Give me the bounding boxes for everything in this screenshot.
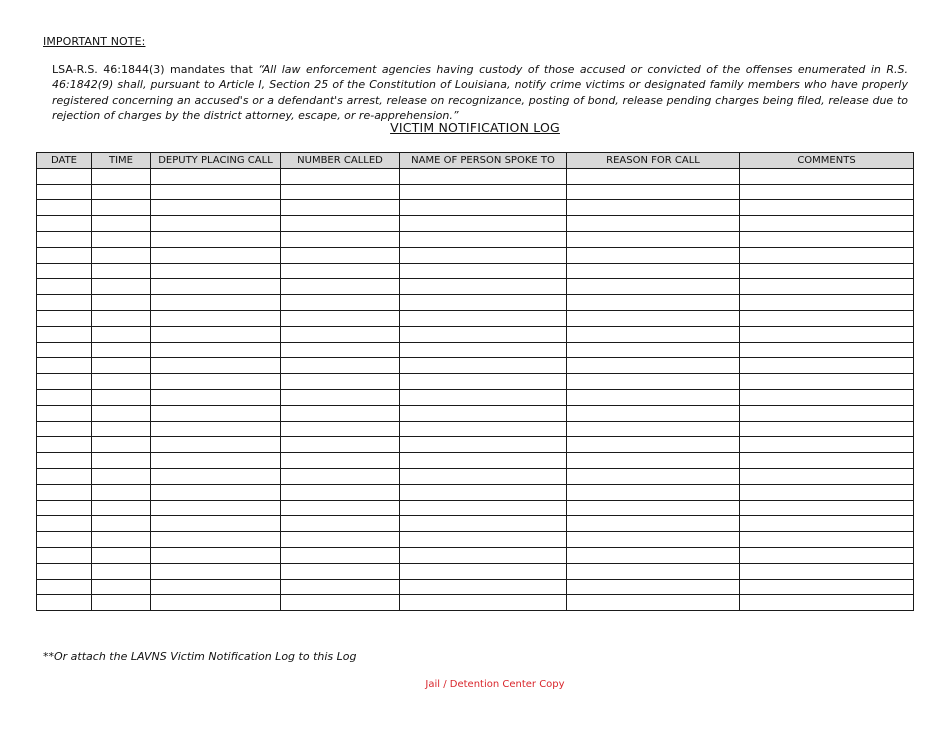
cell-reason-for-call xyxy=(567,263,740,279)
cell-reason-for-call xyxy=(567,595,740,611)
cell-comments xyxy=(740,184,914,200)
cell-time xyxy=(92,358,151,374)
cell-reason-for-call xyxy=(567,421,740,437)
cell-number-called xyxy=(281,200,400,216)
cell-date xyxy=(37,468,92,484)
cell-date xyxy=(37,484,92,500)
cell-number-called xyxy=(281,500,400,516)
cell-deputy-placing-call xyxy=(151,231,281,247)
cell-deputy-placing-call xyxy=(151,374,281,390)
cell-deputy-placing-call xyxy=(151,500,281,516)
cell-comments xyxy=(740,231,914,247)
table-row xyxy=(37,279,914,295)
cell-name-of-person-spoke-to xyxy=(400,168,567,184)
cell-number-called xyxy=(281,263,400,279)
cell-time xyxy=(92,168,151,184)
cell-time xyxy=(92,342,151,358)
cell-deputy-placing-call xyxy=(151,184,281,200)
cell-number-called xyxy=(281,231,400,247)
cell-name-of-person-spoke-to xyxy=(400,468,567,484)
cell-reason-for-call xyxy=(567,405,740,421)
cell-comments xyxy=(740,310,914,326)
table-row xyxy=(37,295,914,311)
cell-deputy-placing-call xyxy=(151,247,281,263)
cell-date xyxy=(37,279,92,295)
cell-deputy-placing-call xyxy=(151,216,281,232)
cell-name-of-person-spoke-to xyxy=(400,595,567,611)
cell-deputy-placing-call xyxy=(151,200,281,216)
cell-name-of-person-spoke-to xyxy=(400,295,567,311)
table-row xyxy=(37,484,914,500)
cell-date xyxy=(37,184,92,200)
cell-date xyxy=(37,200,92,216)
cell-number-called xyxy=(281,374,400,390)
cell-comments xyxy=(740,200,914,216)
cell-time xyxy=(92,405,151,421)
cell-comments xyxy=(740,405,914,421)
cell-deputy-placing-call xyxy=(151,532,281,548)
cell-comments xyxy=(740,279,914,295)
cell-reason-for-call xyxy=(567,184,740,200)
cell-comments xyxy=(740,579,914,595)
cell-number-called xyxy=(281,389,400,405)
cell-date xyxy=(37,547,92,563)
cell-deputy-placing-call xyxy=(151,263,281,279)
cell-time xyxy=(92,579,151,595)
cell-number-called xyxy=(281,484,400,500)
cell-time xyxy=(92,595,151,611)
cell-comments xyxy=(740,500,914,516)
cell-reason-for-call xyxy=(567,468,740,484)
cell-deputy-placing-call xyxy=(151,453,281,469)
cell-time xyxy=(92,247,151,263)
table-row xyxy=(37,358,914,374)
cell-reason-for-call xyxy=(567,342,740,358)
cell-comments xyxy=(740,263,914,279)
cell-comments xyxy=(740,168,914,184)
cell-time xyxy=(92,200,151,216)
cell-comments xyxy=(740,216,914,232)
cell-time xyxy=(92,374,151,390)
cell-number-called xyxy=(281,421,400,437)
table-row xyxy=(37,547,914,563)
cell-comments xyxy=(740,516,914,532)
cell-time xyxy=(92,279,151,295)
cell-reason-for-call xyxy=(567,295,740,311)
cell-comments xyxy=(740,389,914,405)
cell-reason-for-call xyxy=(567,374,740,390)
cell-deputy-placing-call xyxy=(151,468,281,484)
cell-deputy-placing-call xyxy=(151,279,281,295)
cell-date xyxy=(37,453,92,469)
cell-number-called xyxy=(281,532,400,548)
cell-comments xyxy=(740,342,914,358)
cell-name-of-person-spoke-to xyxy=(400,389,567,405)
cell-date xyxy=(37,563,92,579)
cell-comments xyxy=(740,374,914,390)
cell-name-of-person-spoke-to xyxy=(400,342,567,358)
cell-time xyxy=(92,532,151,548)
cell-name-of-person-spoke-to xyxy=(400,200,567,216)
cell-number-called xyxy=(281,184,400,200)
cell-number-called xyxy=(281,595,400,611)
cell-number-called xyxy=(281,168,400,184)
table-row xyxy=(37,563,914,579)
column-header-number-called: NUMBER CALLED xyxy=(281,153,400,169)
cell-date xyxy=(37,247,92,263)
cell-date xyxy=(37,342,92,358)
column-header-reason-for-call: REASON FOR CALL xyxy=(567,153,740,169)
log-header-row xyxy=(37,153,914,169)
cell-comments xyxy=(740,358,914,374)
cell-number-called xyxy=(281,405,400,421)
cell-reason-for-call xyxy=(567,563,740,579)
cell-reason-for-call xyxy=(567,358,740,374)
cell-name-of-person-spoke-to xyxy=(400,184,567,200)
cell-time xyxy=(92,484,151,500)
cell-reason-for-call xyxy=(567,532,740,548)
table-row xyxy=(37,468,914,484)
cell-date xyxy=(37,374,92,390)
cell-time xyxy=(92,500,151,516)
cell-date xyxy=(37,326,92,342)
table-row xyxy=(37,516,914,532)
cell-time xyxy=(92,231,151,247)
cell-date xyxy=(37,500,92,516)
copy-label: Jail / Detention Center Copy xyxy=(425,679,565,690)
cell-comments xyxy=(740,247,914,263)
cell-comments xyxy=(740,468,914,484)
cell-name-of-person-spoke-to xyxy=(400,563,567,579)
cell-reason-for-call xyxy=(567,168,740,184)
cell-deputy-placing-call xyxy=(151,389,281,405)
cell-comments xyxy=(740,532,914,548)
table-row xyxy=(37,310,914,326)
cell-time xyxy=(92,389,151,405)
cell-number-called xyxy=(281,547,400,563)
cell-deputy-placing-call xyxy=(151,310,281,326)
cell-name-of-person-spoke-to xyxy=(400,579,567,595)
cell-time xyxy=(92,468,151,484)
cell-date xyxy=(37,295,92,311)
cell-date xyxy=(37,595,92,611)
cell-number-called xyxy=(281,342,400,358)
cell-deputy-placing-call xyxy=(151,168,281,184)
cell-reason-for-call xyxy=(567,326,740,342)
table-row xyxy=(37,168,914,184)
cell-reason-for-call xyxy=(567,389,740,405)
cell-reason-for-call xyxy=(567,279,740,295)
table-row xyxy=(37,579,914,595)
cell-time xyxy=(92,453,151,469)
cell-name-of-person-spoke-to xyxy=(400,453,567,469)
cell-time xyxy=(92,547,151,563)
cell-name-of-person-spoke-to xyxy=(400,247,567,263)
cell-reason-for-call xyxy=(567,437,740,453)
important-note-heading: IMPORTANT NOTE: xyxy=(43,35,146,48)
cell-name-of-person-spoke-to xyxy=(400,500,567,516)
cell-deputy-placing-call xyxy=(151,358,281,374)
table-row xyxy=(37,326,914,342)
cell-name-of-person-spoke-to xyxy=(400,484,567,500)
cell-deputy-placing-call xyxy=(151,595,281,611)
cell-deputy-placing-call xyxy=(151,342,281,358)
cell-time xyxy=(92,421,151,437)
table-row xyxy=(37,405,914,421)
cell-number-called xyxy=(281,516,400,532)
cell-date xyxy=(37,516,92,532)
cell-time xyxy=(92,326,151,342)
cell-date xyxy=(37,532,92,548)
cell-name-of-person-spoke-to xyxy=(400,516,567,532)
table-row xyxy=(37,184,914,200)
cell-name-of-person-spoke-to xyxy=(400,421,567,437)
cell-deputy-placing-call xyxy=(151,437,281,453)
cell-time xyxy=(92,437,151,453)
cell-name-of-person-spoke-to xyxy=(400,216,567,232)
column-header-deputy-placing-call: DEPUTY PLACING CALL xyxy=(151,153,281,169)
cell-comments xyxy=(740,437,914,453)
cell-number-called xyxy=(281,279,400,295)
cell-deputy-placing-call xyxy=(151,579,281,595)
table-row xyxy=(37,216,914,232)
cell-name-of-person-spoke-to xyxy=(400,326,567,342)
cell-date xyxy=(37,437,92,453)
statute-intro: LSA-R.S. 46:1844(3) mandates that xyxy=(52,63,259,76)
cell-comments xyxy=(740,547,914,563)
cell-number-called xyxy=(281,453,400,469)
cell-reason-for-call xyxy=(567,216,740,232)
cell-comments xyxy=(740,421,914,437)
cell-time xyxy=(92,263,151,279)
cell-reason-for-call xyxy=(567,547,740,563)
cell-name-of-person-spoke-to xyxy=(400,279,567,295)
table-row xyxy=(37,342,914,358)
cell-time xyxy=(92,310,151,326)
table-row xyxy=(37,437,914,453)
table-row xyxy=(37,500,914,516)
cell-time xyxy=(92,563,151,579)
cell-reason-for-call xyxy=(567,247,740,263)
cell-name-of-person-spoke-to xyxy=(400,547,567,563)
cell-deputy-placing-call xyxy=(151,484,281,500)
cell-number-called xyxy=(281,310,400,326)
cell-number-called xyxy=(281,358,400,374)
cell-reason-for-call xyxy=(567,200,740,216)
cell-reason-for-call xyxy=(567,453,740,469)
cell-date xyxy=(37,358,92,374)
cell-deputy-placing-call xyxy=(151,405,281,421)
cell-number-called xyxy=(281,579,400,595)
log-body xyxy=(37,168,914,610)
cell-reason-for-call xyxy=(567,484,740,500)
column-header-name-of-person-spoke-to: NAME OF PERSON SPOKE TO xyxy=(400,153,567,169)
cell-date xyxy=(37,168,92,184)
cell-name-of-person-spoke-to xyxy=(400,263,567,279)
cell-time xyxy=(92,216,151,232)
statute-quote: “All law enforcement agencies having custody of those accused or convicted of the offenses enumerated in R.S. 46:1842(9) shall, pursuant to Article I, Section 25 of the Constitution of Louisiana, notify crime victims or designated family members who have properly registered concerning an accused's or a defendant's arrest, release on recognizance, posting of bond, release pending charges being filed, release due to rejection of charges by the district attorney, escape, or re-apprehension.” xyxy=(52,63,908,122)
cell-reason-for-call xyxy=(567,310,740,326)
table-row xyxy=(37,453,914,469)
cell-comments xyxy=(740,326,914,342)
table-row xyxy=(37,231,914,247)
table-row xyxy=(37,421,914,437)
table-row xyxy=(37,374,914,390)
cell-time xyxy=(92,295,151,311)
log-title: VICTIM NOTIFICATION LOG xyxy=(390,120,560,135)
cell-time xyxy=(92,184,151,200)
cell-comments xyxy=(740,563,914,579)
table-row xyxy=(37,200,914,216)
cell-time xyxy=(92,516,151,532)
cell-comments xyxy=(740,453,914,469)
cell-date xyxy=(37,421,92,437)
cell-name-of-person-spoke-to xyxy=(400,231,567,247)
cell-date xyxy=(37,231,92,247)
cell-reason-for-call xyxy=(567,500,740,516)
cell-reason-for-call xyxy=(567,579,740,595)
victim-notification-log-table xyxy=(36,152,914,611)
cell-deputy-placing-call xyxy=(151,421,281,437)
cell-name-of-person-spoke-to xyxy=(400,310,567,326)
statute-note xyxy=(52,62,908,123)
cell-number-called xyxy=(281,247,400,263)
table-row xyxy=(37,263,914,279)
table-row xyxy=(37,532,914,548)
cell-number-called xyxy=(281,563,400,579)
cell-deputy-placing-call xyxy=(151,295,281,311)
column-header-comments: COMMENTS xyxy=(740,153,914,169)
cell-date xyxy=(37,310,92,326)
cell-date xyxy=(37,405,92,421)
column-header-date: DATE xyxy=(37,153,92,169)
cell-date xyxy=(37,579,92,595)
cell-number-called xyxy=(281,295,400,311)
cell-number-called xyxy=(281,216,400,232)
cell-comments xyxy=(740,295,914,311)
cell-name-of-person-spoke-to xyxy=(400,532,567,548)
cell-name-of-person-spoke-to xyxy=(400,437,567,453)
cell-number-called xyxy=(281,326,400,342)
cell-number-called xyxy=(281,437,400,453)
table-row xyxy=(37,389,914,405)
cell-deputy-placing-call xyxy=(151,516,281,532)
cell-date xyxy=(37,389,92,405)
cell-reason-for-call xyxy=(567,516,740,532)
cell-comments xyxy=(740,484,914,500)
cell-number-called xyxy=(281,468,400,484)
cell-comments xyxy=(740,595,914,611)
cell-name-of-person-spoke-to xyxy=(400,405,567,421)
cell-deputy-placing-call xyxy=(151,547,281,563)
cell-name-of-person-spoke-to xyxy=(400,374,567,390)
cell-deputy-placing-call xyxy=(151,563,281,579)
cell-deputy-placing-call xyxy=(151,326,281,342)
column-header-time: TIME xyxy=(92,153,151,169)
table-row xyxy=(37,247,914,263)
cell-date xyxy=(37,216,92,232)
footnote: **Or attach the LAVNS Victim Notification Log to this Log xyxy=(43,650,357,663)
table-row xyxy=(37,595,914,611)
cell-date xyxy=(37,263,92,279)
cell-reason-for-call xyxy=(567,231,740,247)
cell-name-of-person-spoke-to xyxy=(400,358,567,374)
